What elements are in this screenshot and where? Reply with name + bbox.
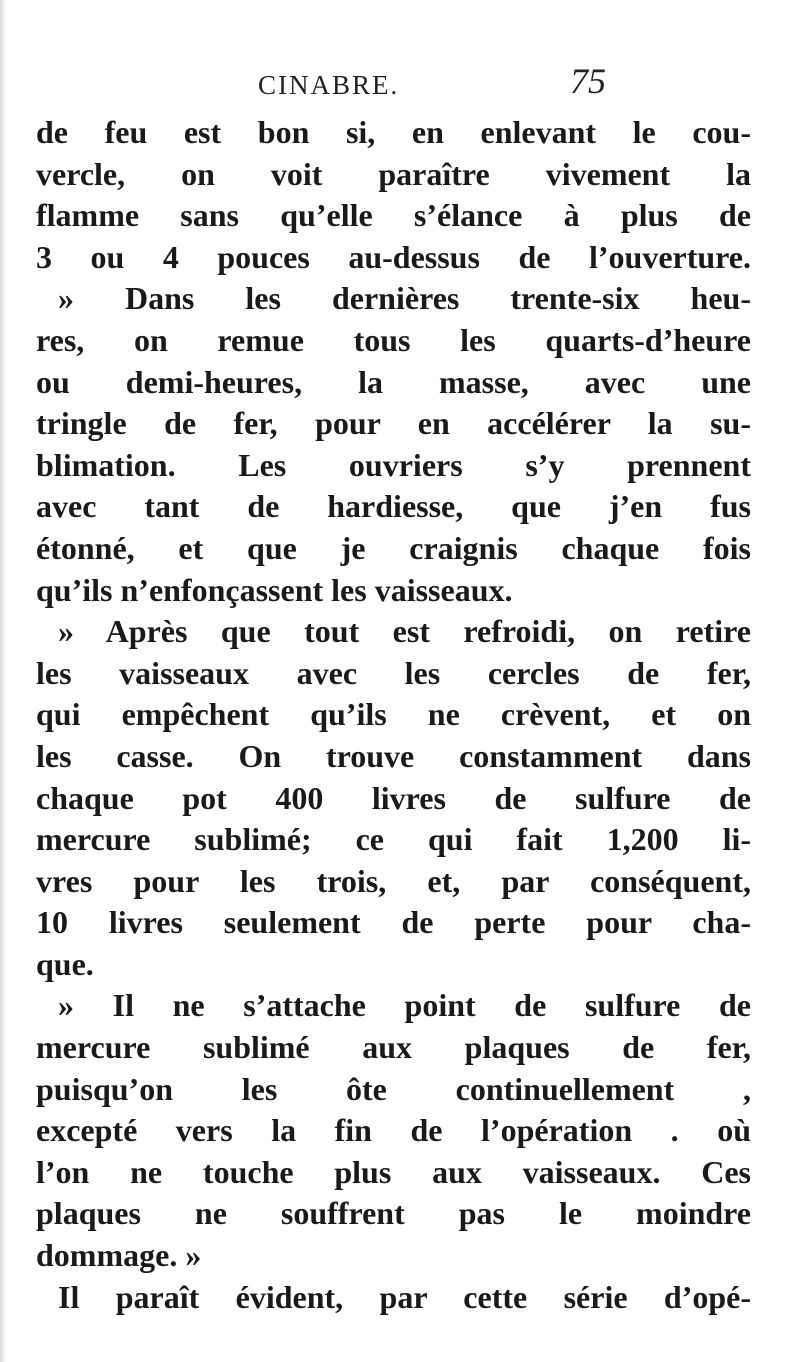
text-line: ou demi-heures, la masse, avec une <box>36 363 751 400</box>
text-line: 10 livres seulement de perte pour cha- <box>36 904 751 941</box>
page-header <box>258 60 678 110</box>
text-line: puisqu’on les ôte continuellement , <box>36 1070 751 1107</box>
text-line: excepté vers la fin de l’opération . où <box>36 1112 751 1149</box>
page-gutter-shadow <box>0 0 6 1362</box>
text-line: de feu est bon si, en enlevant le cou- <box>36 114 751 150</box>
text-line: flamme sans qu’elle s’élance à plus de <box>36 197 751 234</box>
text-line: Il paraît évident, par cette série d’opé- <box>58 1278 751 1315</box>
text-line: » Il ne s’attache point de sulfure de <box>58 987 751 1024</box>
text-line: blimation. Les ouvriers s’y prennent <box>36 446 751 483</box>
text-line: res, on remue tous les quarts-d’heure <box>36 321 751 358</box>
text-line: les vaisseaux avec les cercles de fer, <box>36 654 751 691</box>
text-line: tringle de fer, pour en accélérer la su- <box>36 405 751 442</box>
text-line: mercure sublimé aux plaques de fer, <box>36 1029 751 1066</box>
text-line: l’on ne touche plus aux vaisseaux. Ces <box>36 1153 751 1190</box>
text-line: » Après que tout est refroidi, on retire <box>58 613 751 650</box>
text-line: chaque pot 400 livres de sulfure de <box>36 779 751 816</box>
body-text <box>36 112 751 1318</box>
text-line: vres pour les trois, et, par conséquent, <box>36 862 751 899</box>
page-number: 75 <box>570 61 606 101</box>
text-line: 3 ou 4 pouces au-dessus de l’ouverture. <box>36 238 751 275</box>
text-line: avec tant de hardiesse, que j’en fus <box>36 488 751 525</box>
text-line: plaques ne souffrent pas le moindre <box>36 1195 751 1232</box>
running-title: CINABRE. <box>258 70 400 100</box>
text-line: étonné, et que je craignis chaque fois <box>36 529 751 566</box>
text-line: qu’ils n’enfonçassent les vaisseaux. <box>36 571 513 608</box>
text-line: mercure sublimé; ce qui fait 1,200 li- <box>36 821 751 858</box>
text-line: que. <box>36 945 94 982</box>
text-line: les casse. On trouve constamment dans <box>36 737 751 774</box>
text-line: » Dans les dernières trente-six heu- <box>58 280 751 317</box>
text-line: vercle, on voit paraître vivement la <box>36 155 751 192</box>
text-line: dommage. » <box>36 1237 202 1274</box>
text-line: qui empêchent qu’ils ne crèvent, et on <box>36 696 751 733</box>
